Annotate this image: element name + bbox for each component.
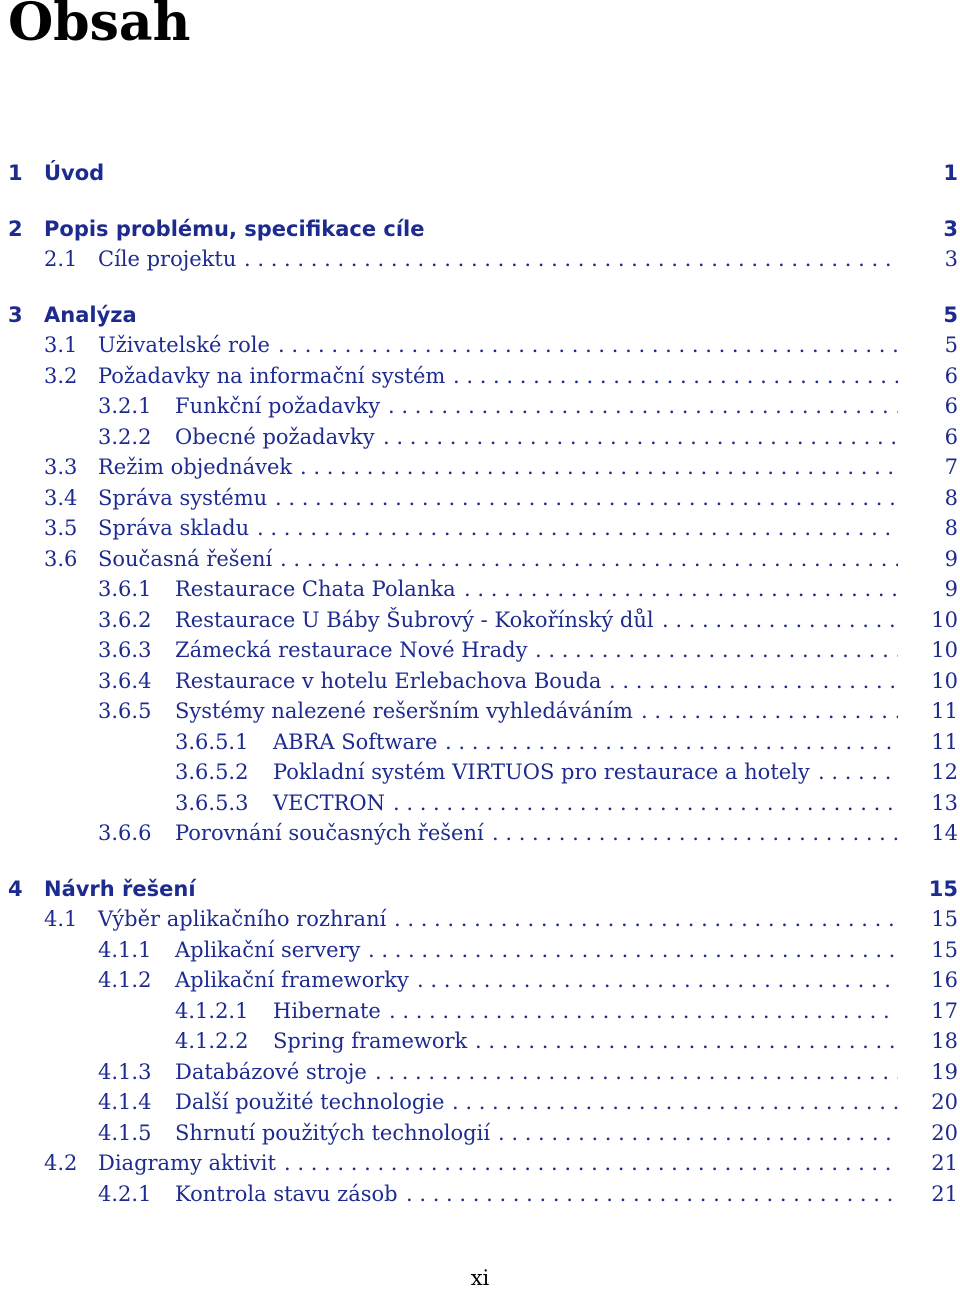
toc-dot-leader [275, 483, 898, 513]
toc-entry-title: Aplikační servery [175, 937, 361, 962]
toc-entry-page: 18 [931, 1029, 958, 1053]
toc-entry-number: 4.1.1 [98, 937, 152, 962]
toc-entry-page: 5 [943, 302, 958, 327]
toc-section-entry[interactable] [0, 757, 960, 787]
toc-section-entry[interactable] [0, 1026, 960, 1056]
toc-dot-leader [641, 696, 898, 726]
page-title: Obsah [8, 0, 191, 53]
toc-entry-page: 16 [931, 968, 958, 992]
toc-dot-leader [383, 422, 898, 452]
toc-entry-page: 11 [931, 699, 958, 723]
toc-section-entry[interactable] [0, 935, 960, 965]
toc-section-entry[interactable] [0, 818, 960, 848]
toc-dot-leader [492, 818, 898, 848]
toc-section-entry[interactable] [0, 666, 960, 696]
toc-entry-number: 3.4 [44, 485, 78, 510]
toc-entry-title: Diagramy aktivit [98, 1151, 276, 1175]
toc-dot-leader [280, 544, 898, 574]
toc-entry-number: 3.6 [44, 546, 78, 571]
toc-dot-leader [368, 935, 898, 965]
toc-entry-page: 6 [944, 394, 958, 418]
toc-section-entry[interactable] [0, 1148, 960, 1178]
toc-entry-number: 3.2.1 [98, 394, 152, 418]
toc-section-entry[interactable] [0, 391, 960, 421]
toc-section-entry[interactable] [0, 635, 960, 665]
toc-entry-number: 3 [8, 302, 23, 327]
toc-entry-title: Analýza [44, 302, 137, 327]
toc-entry-title: Spring framework [273, 1029, 468, 1053]
toc-section-entry[interactable] [0, 996, 960, 1026]
toc-section-entry[interactable] [0, 544, 960, 574]
toc-entry-page: 10 [931, 607, 958, 632]
toc-section-entry[interactable] [0, 483, 960, 513]
toc-entry-number: 2.1 [44, 247, 78, 271]
toc-entry-number: 4 [8, 876, 23, 901]
toc-entry-page: 6 [944, 424, 958, 449]
toc-entry-title: Aplikační frameworky [175, 968, 409, 992]
toc-entry-page: 13 [931, 790, 958, 815]
toc-dot-leader [535, 635, 898, 665]
toc-dot-leader [662, 605, 898, 635]
toc-dot-leader [609, 666, 898, 696]
toc-dot-leader [464, 574, 898, 604]
toc-dot-leader [453, 361, 898, 391]
toc-entry-title: Správa systému [98, 485, 268, 510]
toc-entry-number: 3.6.6 [98, 821, 152, 845]
toc-dot-leader [278, 330, 898, 360]
toc-dot-leader [244, 244, 898, 274]
toc-entry-number: 4.1.2.1 [175, 998, 249, 1023]
toc-entry-number: 3.6.3 [98, 638, 152, 662]
toc-entry-page: 1 [943, 161, 958, 185]
toc-entry-number: 4.1.4 [98, 1090, 152, 1114]
toc-dot-leader [406, 1179, 898, 1209]
toc-entry-page: 20 [931, 1120, 958, 1145]
toc-dot-leader [452, 1087, 898, 1117]
toc-section-entry[interactable] [0, 727, 960, 757]
toc-entry-page: 10 [931, 668, 958, 693]
toc-entry-number: 3.6.5 [98, 699, 152, 723]
toc-entry-number: 3.6.1 [98, 577, 152, 601]
toc-entry-title: Režim objednávek [98, 455, 293, 479]
toc-entry-title: Návrh řešení [44, 876, 196, 901]
toc-section-entry[interactable] [0, 696, 960, 726]
toc-entry-title: ABRA Software [273, 729, 438, 754]
toc-dot-leader [375, 1057, 898, 1087]
toc-entry-page: 15 [928, 876, 958, 901]
toc-section-entry[interactable] [0, 330, 960, 360]
toc-entry-number: 3.2 [44, 363, 78, 388]
toc-entry-page: 21 [931, 1151, 958, 1175]
toc-entry-number: 2 [8, 216, 23, 241]
toc-entry-title: Úvod [44, 161, 105, 185]
toc-entry-number: 3.6.2 [98, 607, 152, 632]
toc-entry-number: 4.1.2 [98, 968, 152, 992]
toc-dot-leader [498, 1118, 898, 1148]
toc-entry-page: 3 [943, 216, 958, 241]
toc-entry-number: 3.6.5.3 [175, 790, 249, 815]
toc-section-entry[interactable] [0, 904, 960, 934]
toc-entry-number: 3.6.5.1 [175, 729, 249, 754]
toc-dot-leader [475, 1026, 898, 1056]
page-number: xi [470, 1266, 490, 1290]
toc-entry-page: 20 [931, 1090, 958, 1114]
toc-entry-number: 4.2.1 [98, 1181, 152, 1206]
toc-entry-title: Současná řešení [98, 546, 273, 571]
toc-dot-leader [388, 391, 898, 421]
toc-entry-title: Hibernate [273, 998, 381, 1023]
toc-entry-page: 8 [944, 516, 958, 540]
toc-entry-title: Restaurace v hotelu Erlebachova Bouda [175, 668, 602, 693]
toc-dot-leader [257, 513, 898, 543]
toc-entry-title: Shrnutí použitých technologií [175, 1120, 491, 1145]
toc-entry-number: 4.2 [44, 1151, 78, 1175]
toc-entry-page: 15 [931, 907, 958, 931]
toc-entry-title: Funkční požadavky [175, 394, 381, 418]
toc-entry-title: Cíle projektu [98, 247, 237, 271]
toc-entry-title: Požadavky na informační systém [98, 363, 446, 388]
toc-entry-number: 3.5 [44, 516, 78, 540]
toc-entry-title: Kontrola stavu zásob [175, 1181, 398, 1206]
toc-dot-leader [284, 1148, 898, 1178]
toc-chapter-entry[interactable] [0, 300, 960, 330]
toc-entry-number: 3.1 [44, 333, 78, 357]
toc-entry-page: 10 [931, 638, 958, 662]
toc-entry-number: 3.2.2 [98, 424, 152, 449]
toc-entry-title: Restaurace U Báby Šubrový - Kokořínský důl [175, 607, 654, 632]
toc-entry-page: 9 [944, 546, 958, 571]
toc-dot-leader [417, 965, 898, 995]
toc-entry-page: 6 [944, 363, 958, 388]
toc-section-entry[interactable] [0, 1087, 960, 1117]
toc-entry-page: 15 [931, 937, 958, 962]
toc-entry-number: 4.1 [44, 907, 78, 931]
toc-entry-title: Popis problému, specifikace cíle [44, 216, 425, 241]
toc-chapter-entry[interactable] [0, 214, 960, 244]
toc-entry-page: 12 [931, 760, 958, 784]
toc-entry-title: Obecné požadavky [175, 424, 375, 449]
toc-dot-leader [300, 452, 898, 482]
toc-entry-title: Zámecká restaurace Nové Hrady [175, 638, 528, 662]
toc-entry-page: 8 [944, 485, 958, 510]
toc-entry-title: Databázové stroje [175, 1059, 367, 1084]
toc-entry-title: Správa skladu [98, 516, 250, 540]
toc-entry-page: 9 [944, 577, 958, 601]
toc-entry-page: 11 [931, 729, 958, 754]
toc-section-entry[interactable] [0, 244, 960, 274]
toc-entry-title: Systémy nalezené rešeršním vyhledáváním [175, 699, 633, 723]
toc-entry-number: 4.1.2.2 [175, 1029, 249, 1053]
toc-chapter-entry[interactable] [0, 874, 960, 904]
toc-entry-number: 1 [8, 161, 23, 185]
toc-section-entry[interactable] [0, 788, 960, 818]
toc-entry-number: 3.6.4 [98, 668, 152, 693]
toc-section-entry[interactable] [0, 1179, 960, 1209]
toc-entry-number: 3.3 [44, 455, 78, 479]
toc-entry-page: 7 [944, 455, 958, 479]
toc-entry-page: 3 [944, 247, 958, 271]
toc-section-entry[interactable] [0, 1118, 960, 1148]
toc-entry-number: 3.6.5.2 [175, 760, 249, 784]
toc-entry-page: 14 [931, 821, 958, 845]
toc-entry-number: 4.1.5 [98, 1120, 152, 1145]
toc-entry-title: VECTRON [273, 790, 385, 815]
toc-entry-page: 19 [931, 1059, 958, 1084]
toc-entry-page: 17 [931, 998, 958, 1023]
toc-dot-leader [393, 788, 898, 818]
toc-entry-number: 4.1.3 [98, 1059, 152, 1084]
toc-entry-page: 5 [944, 333, 958, 357]
toc-entry-title: Výběr aplikačního rozhraní [98, 907, 387, 931]
toc-section-entry[interactable] [0, 574, 960, 604]
toc-section-entry[interactable] [0, 605, 960, 635]
toc-dot-leader [445, 727, 898, 757]
toc-dot-leader [394, 904, 898, 934]
toc-section-entry[interactable] [0, 452, 960, 482]
toc-entry-title: Restaurace Chata Polanka [175, 577, 456, 601]
toc-entry-title: Další použité technologie [175, 1090, 445, 1114]
toc-dot-leader [818, 757, 898, 787]
toc-dot-leader [389, 996, 898, 1026]
toc-entry-title: Uživatelské role [98, 333, 270, 357]
toc-entry-page: 21 [931, 1181, 958, 1206]
toc-section-entry[interactable] [0, 965, 960, 995]
toc-section-entry[interactable] [0, 1057, 960, 1087]
toc-entry-title: Pokladní systém VIRTUOS pro restaurace a hotely [273, 760, 810, 784]
toc-chapter-entry[interactable] [0, 158, 960, 188]
toc-section-entry[interactable] [0, 422, 960, 452]
toc-section-entry[interactable] [0, 361, 960, 391]
toc-section-entry[interactable] [0, 513, 960, 543]
toc-entry-title: Porovnání současných řešení [175, 821, 484, 845]
